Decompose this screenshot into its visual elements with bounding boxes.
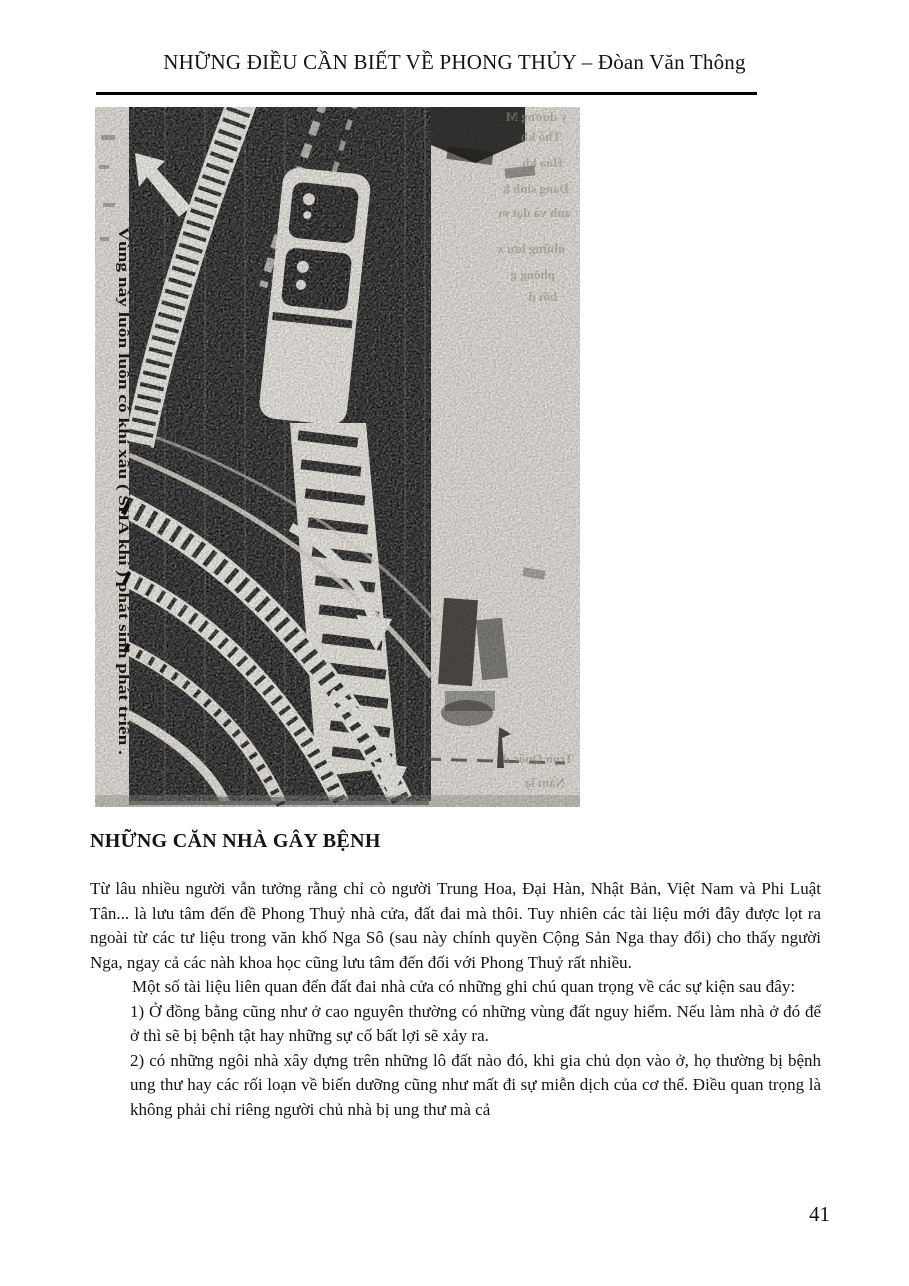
bleed-text-fragment: Trọn Quốc đ bbox=[502, 751, 573, 766]
page-number: 41 bbox=[809, 1202, 830, 1226]
list-item-1: 1) Ở đồng bằng cũng như ở cao nguyên thường có những vùng đất nguy hiểm. Nếu làm nhà ở đó để ở thì sẽ bị bệnh tật hay những sự cố bất lợi sẽ xảy ra. bbox=[130, 1001, 821, 1045]
bleed-text-fragment: Thổ kh bbox=[520, 129, 561, 144]
bleed-text-fragment: anh và đạt m bbox=[498, 205, 571, 220]
section-heading: NHỮNG CĂN NHÀ GÂY BỆNH bbox=[90, 830, 381, 852]
bleed-text-fragment: bởi d bbox=[528, 289, 557, 304]
figure-caption-vertical: Vùng này luôn luôn có khí xấu ( SHA khí ) phát sinh phát triển . bbox=[115, 227, 131, 624]
list-item-2: 2) có những ngôi nhà xây dựng trên những lô đất nào đó, khi gia chủ dọn vào ở, họ thường bị bệnh ung thư hay các rối loạn về biến dưỡng cũng như mất đi sự miễn dịch của cơ thể. Điều quan trọng là không phải chỉ riêng người chủ nhà bị ung thư mà cả bbox=[130, 1050, 821, 1119]
header-title: NHỮNG ĐIỀU CẦN BIẾT VỀ PHONG THỦY – Đòan Văn Thông bbox=[163, 50, 746, 74]
scanned-figure bbox=[95, 107, 580, 807]
bleed-text-fragment: y dương M bbox=[505, 109, 567, 124]
highway-photo bbox=[95, 107, 580, 807]
bleed-text-fragment: Năm lạ bbox=[524, 775, 565, 790]
bleed-text-fragment: Hỏa kh bbox=[522, 155, 563, 170]
paragraph-1: Từ lâu nhiều người vẫn tưởng rằng chỉ cò người Trung Hoa, Đại Hàn, Nhật Bản, Việt Nam và Phi Luật Tân... là lưu tâm đến đề Phong Thuỷ nhà cửa, đất đai mà thôi. Tuy nhiên các tài liệu mới đây được lọt ra ngoài từ các tư liệu trong văn khố Nga Sô (sau này chính quyền Cộng Sản Nga thay đổi) cho thấy người Nga, ngay cả các nàh khoa học cũng lưu tâm đến đối với Phong Thuỷ rất nhiều. bbox=[90, 879, 821, 972]
page-header bbox=[0, 50, 909, 75]
bleed-text-fragment: những lưu x bbox=[497, 241, 565, 256]
bleed-text-fragment: phòng g bbox=[510, 267, 555, 282]
grain-overlay-dark bbox=[95, 107, 580, 807]
paragraph-2: Một số tài liệu liên quan đến đất đai nhà cửa có những ghi chú quan trọng về các sự kiện sau đây: bbox=[132, 977, 796, 996]
bleed-text-fragment: Đang sinh k bbox=[502, 181, 569, 196]
body-text bbox=[90, 877, 821, 1122]
header-rule bbox=[96, 92, 757, 95]
